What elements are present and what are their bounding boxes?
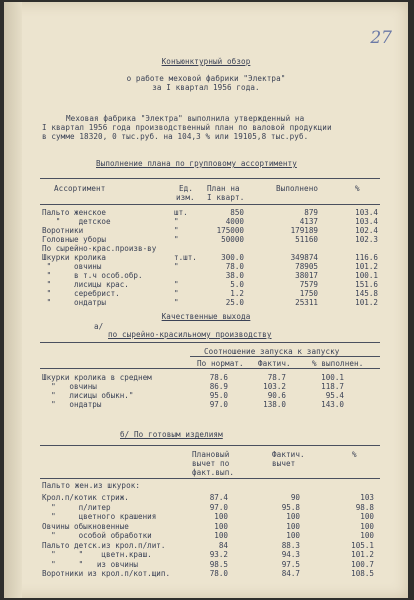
table3-header-pct: % [352, 450, 357, 459]
row-norm: 95.0 [209, 391, 228, 400]
table2-group-header: Соотношение запуска к запуску [204, 347, 340, 356]
row-name: " ондатры [42, 298, 107, 307]
table-row [4, 541, 408, 550]
section3-title: б/ По готовым изделиям [120, 430, 223, 439]
row-pct: 151.6 [355, 280, 378, 289]
row-plan: 850 [230, 208, 244, 217]
row-name: " детское [42, 217, 111, 226]
row-pct: 101.2 [355, 298, 378, 307]
subtitle-line-2: за I квартал 1956 года. [152, 83, 260, 92]
table3-top-rule [40, 445, 380, 446]
table1-header-plan2: I кварт. [207, 193, 245, 202]
table-row [4, 400, 408, 409]
table-row [4, 226, 408, 235]
row-fact: 97.5 [281, 559, 300, 569]
row-name: Пальто детск.из крол.п/лит. [42, 540, 166, 550]
row-fact: 103.2 [263, 382, 286, 391]
row-norm: 86.9 [209, 382, 228, 391]
table3-header-fact1: Фактич. [272, 450, 305, 459]
row-pct: 102.3 [355, 235, 378, 244]
row-name: Воротники из крол.п/кот.щип. [42, 569, 171, 578]
table1-top-rule [40, 178, 380, 179]
intro-line-2: I квартал 1956 года производственный план по валовой продукции [42, 123, 332, 132]
row-actual: 78905 [295, 262, 318, 271]
row-norm: 97.0 [209, 400, 228, 409]
table3-header-fact2: вычет [272, 459, 296, 468]
row-pct: 101.2 [351, 550, 374, 559]
table-row [4, 235, 408, 244]
table-row [4, 522, 408, 531]
row-plan: 100 [214, 531, 228, 540]
row-name: Шкурки кролика в среднем [42, 373, 152, 382]
row-pct: 100.1 [321, 373, 344, 382]
row-plan: 84 [218, 540, 228, 550]
row-pct: 103 [360, 493, 374, 502]
table-row [4, 280, 408, 289]
row-unit: " [174, 289, 179, 298]
table-row [4, 569, 408, 578]
row-pct: 103.4 [355, 217, 378, 226]
table-row [4, 289, 408, 298]
row-name: Овчины обыкновенные [42, 521, 129, 531]
row-plan: 98.5 [209, 559, 228, 569]
row-pct: 100.1 [355, 271, 378, 280]
row-actual: 179189 [290, 226, 318, 235]
row-actual: 25311 [295, 298, 318, 307]
intro-line-3: в сумме 18320, 0 тыс.руб. на 104,3 % или 19105,8 тыс.руб. [42, 132, 309, 141]
row-norm: 78.6 [209, 373, 228, 382]
row-fact: 90.6 [267, 391, 286, 400]
table1-header-rule [40, 204, 380, 205]
row-name: Шкурки кролика [42, 253, 107, 262]
table-row [4, 373, 408, 382]
row-name: " серебрист. [42, 289, 120, 298]
section2-subtitle: по сырейно-красильному производству [108, 330, 272, 339]
row-plan: 78.0 [225, 262, 244, 271]
row-actual: 349874 [290, 253, 318, 262]
table-row [4, 560, 408, 569]
row-plan: 25.0 [225, 298, 244, 307]
table3-header-plan2: вычет по [192, 459, 230, 468]
row-unit: " [174, 280, 179, 289]
subtitle-line-1: о работе меховой фабрики "Электра" [126, 74, 286, 83]
table-row [4, 217, 408, 226]
row-pct: 100 [360, 521, 374, 531]
table3-header-plan1: Плановый [192, 450, 230, 459]
row-plan: 4000 [225, 217, 244, 226]
row-name: По сырейно-крас.произв-ву [42, 244, 157, 253]
row-name: " ондатры [42, 400, 102, 409]
row-unit: шт. [174, 208, 188, 217]
table1-header-unit2: изм. [176, 193, 195, 202]
table-row [4, 503, 408, 512]
table2-header-rule [40, 368, 380, 369]
row-plan: 5.0 [230, 280, 244, 289]
row-actual: 51160 [295, 235, 318, 244]
row-fact: 100 [286, 531, 300, 540]
row-actual: 7579 [299, 280, 318, 289]
table-row [4, 531, 408, 540]
table-row [4, 271, 408, 280]
section1-title: Выполнение плана по групповому ассортименту [96, 159, 297, 168]
section2-title: Качественные выхода [161, 312, 251, 321]
row-fact: 138.0 [263, 400, 286, 409]
row-name: " в т.ч особ.обр. [42, 271, 143, 280]
row-name: " овчины [42, 262, 102, 271]
table-row [4, 550, 408, 559]
row-fact: 88.3 [281, 540, 300, 550]
table2-header-pct: % выполнен. [312, 359, 364, 368]
row-plan: 78.0 [209, 569, 228, 578]
row-plan: 100 [214, 521, 228, 531]
page-number: 27 [370, 28, 392, 48]
row-unit: " [174, 226, 179, 235]
table2-header-norm: По нормат. [197, 359, 244, 368]
table-row [4, 262, 408, 271]
row-actual: 1750 [299, 289, 318, 298]
row-pct: 116.6 [355, 253, 378, 262]
row-pct: 143.0 [321, 400, 344, 409]
table-row [4, 382, 408, 391]
row-actual: 879 [304, 208, 318, 217]
row-name: Крол.п/котик стриж. [42, 493, 129, 502]
row-fact: 95.8 [281, 502, 300, 512]
row-unit: " [174, 262, 179, 271]
table2-group-rule [190, 356, 380, 357]
row-name: " п/литер [42, 502, 111, 512]
row-name: " лисицы обыкн." [42, 391, 134, 400]
table-row [4, 298, 408, 307]
row-fact: 84.7 [281, 569, 300, 578]
row-pct: 100.7 [351, 559, 374, 569]
row-actual: 4137 [299, 217, 318, 226]
row-fact: 90 [290, 493, 300, 502]
row-pct: 145.8 [355, 289, 378, 298]
table3-header-plan3: факт.вып. [192, 468, 235, 477]
table2-header-fact: Фактич. [258, 359, 291, 368]
document-page [4, 2, 408, 598]
row-plan: 87.4 [209, 493, 228, 502]
row-actual: 38017 [295, 271, 318, 280]
row-name: Воротники [42, 226, 84, 235]
row-pct: 118.7 [321, 382, 344, 391]
table-row [4, 208, 408, 217]
row-fact: 94.3 [281, 550, 300, 559]
table3-header-rule [40, 478, 380, 479]
row-plan: 300.0 [221, 253, 244, 262]
table-row [4, 493, 408, 502]
table1-header-pct: % [355, 184, 360, 193]
row-plan: 38.0 [225, 271, 244, 280]
row-name: " " цветн.краш. [42, 550, 152, 559]
row-pct: 98.8 [355, 502, 374, 512]
row-name: Пальто женское [42, 208, 107, 217]
row-plan: 1.2 [230, 289, 244, 298]
row-pct: 108.5 [351, 569, 374, 578]
row-unit: " [174, 235, 179, 244]
section2-subtitle-prefix: а/ [94, 322, 104, 331]
table1-header-plan: План на [207, 184, 240, 193]
row-plan: 97.0 [209, 502, 228, 512]
row-pct: 101.2 [355, 262, 378, 271]
table-row [4, 391, 408, 400]
table1-header-unit: Ед. [179, 184, 194, 193]
row-pct: 102.4 [355, 226, 378, 235]
row-plan: 175000 [216, 226, 244, 235]
row-plan: 93.2 [209, 550, 228, 559]
row-plan: 50000 [221, 235, 244, 244]
row-name: " цветного крашения [42, 512, 157, 521]
table-row [4, 244, 408, 253]
row-pct: 100 [360, 531, 374, 540]
row-name: " овчины [42, 382, 97, 391]
row-pct: 105.1 [351, 540, 374, 550]
table-row [4, 253, 408, 262]
intro-line-1: Меховая фабрика "Электра" выполнила утвержденный на [66, 114, 305, 123]
document-title: Конъюнктурный обзор [161, 57, 251, 66]
row-plan: 100 [214, 512, 228, 521]
row-fact: 100 [286, 521, 300, 531]
table3-group-label: Пальто жен.из шкурок: [42, 481, 141, 490]
table2-top-rule [40, 342, 380, 343]
row-name: " " из овчины [42, 559, 139, 569]
row-unit: " [174, 298, 179, 307]
table-row [4, 512, 408, 521]
row-fact: 78.7 [267, 373, 286, 382]
row-unit: " [174, 217, 179, 226]
row-name: " особой обработки [42, 531, 152, 540]
row-pct: 95.4 [325, 391, 344, 400]
row-unit: т.шт. [174, 253, 197, 262]
row-pct: 100 [360, 512, 374, 521]
row-fact: 100 [286, 512, 300, 521]
table1-header-assortment: Ассортимент [54, 184, 106, 193]
row-name: " лисицы крас. [42, 280, 129, 289]
row-name: Головные уборы [42, 235, 107, 244]
row-pct: 103.4 [355, 208, 378, 217]
table1-header-actual: Выполнено [276, 184, 319, 193]
